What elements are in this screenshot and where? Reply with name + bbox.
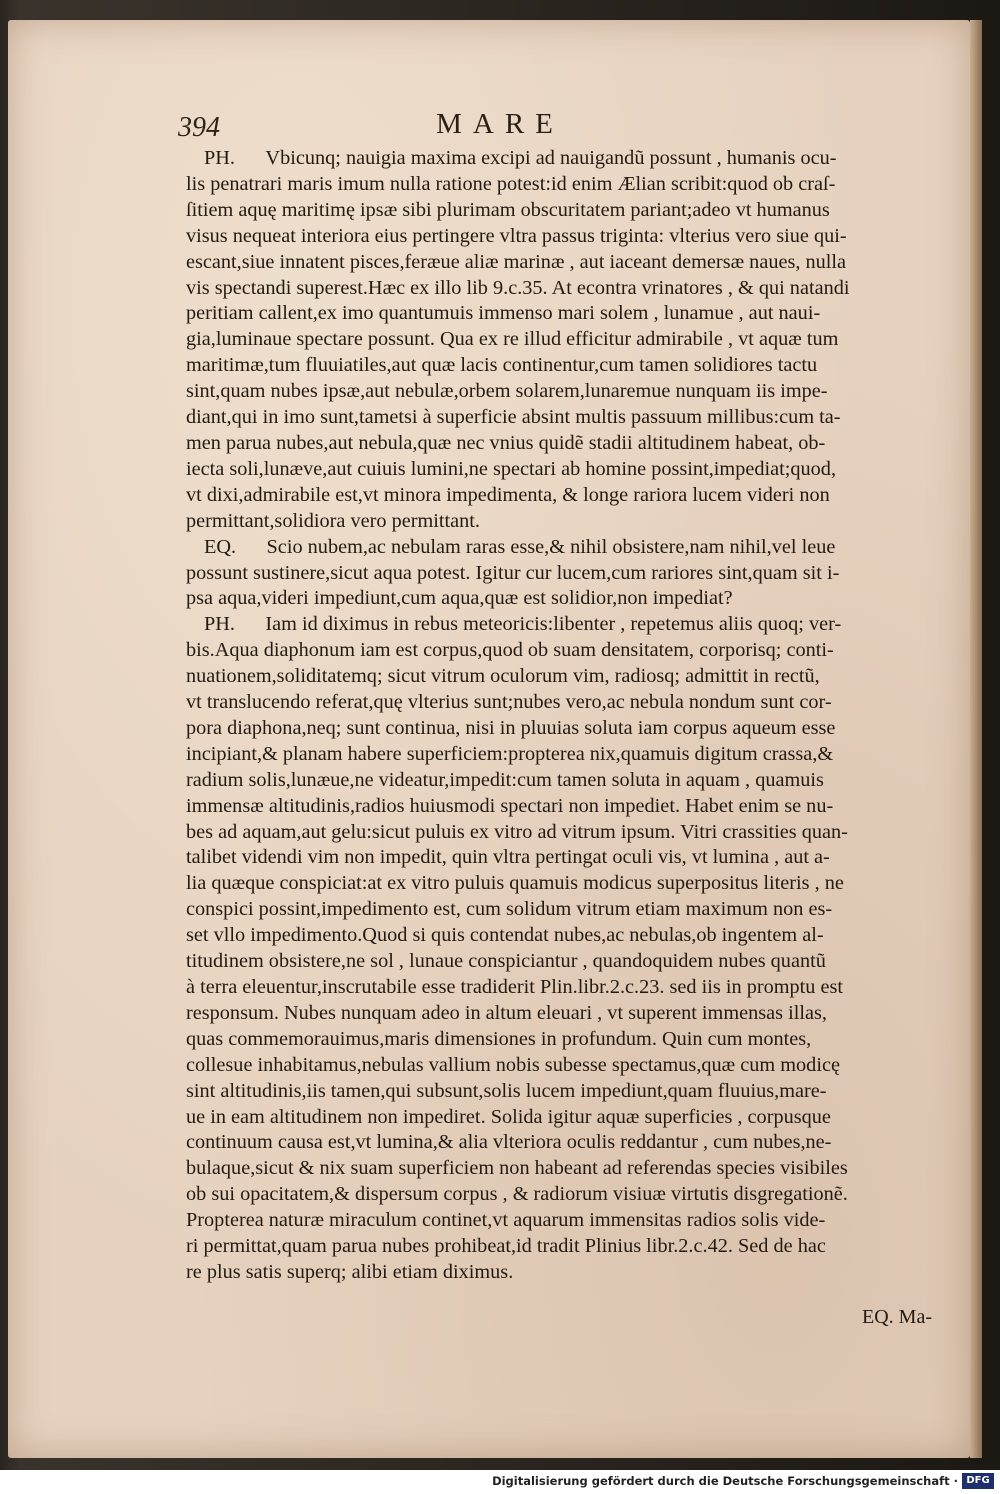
text-line bbox=[186, 146, 958, 172]
text-line: talibet videndi vim non impedit, quin vltra pertingat oculi vis, vt lumina , aut a- bbox=[186, 846, 830, 869]
speaker-label: EQ. bbox=[204, 535, 237, 558]
text-line: escant,siue innatent pisces,feræue aliæ marinæ , aut iaceant demersæ naues, nulla bbox=[186, 250, 847, 273]
speaker-label: PH. bbox=[204, 613, 235, 636]
text-line: titudinem obsistere,ne sol , lunaue conspiciantur , quandoquidem nubes quantũ bbox=[186, 950, 826, 973]
text-line: men parua nubes,aut nebula,quæ nec vnius quidẽ stadii altitudinem habeat, ob- bbox=[186, 431, 826, 454]
text-line: ue in eam altitudinem non impediret. Solida igitur aquæ superficies , corpusque bbox=[186, 1105, 831, 1128]
text-line: Propterea naturæ miraculum continet,vt aquarum immensitas radios solis vide- bbox=[186, 1209, 826, 1232]
text-line: bis.Aqua diaphonum iam est corpus,quod ob suam densitatem, corporisq; conti- bbox=[186, 639, 834, 662]
page-edge bbox=[970, 20, 982, 1458]
paragraph bbox=[186, 146, 958, 535]
text-line bbox=[186, 612, 958, 638]
text-line: bulaque,sicut & nix suam superficiem non habeant ad referendas species visibiles bbox=[186, 1157, 848, 1180]
text-line: conspici possint,impedimento est, cum solidum vitrum etiam maximum non es- bbox=[186, 898, 833, 921]
dfg-logo: DFG bbox=[962, 1473, 994, 1489]
text-line: à terra eleuentur,inscrutabile esse tradiderit Plin.libr.2.c.23. sed iis in promptu est bbox=[186, 976, 844, 998]
text-line: psa aqua,videri impediunt,cum aqua,quæ est solidior,non impediat? bbox=[186, 587, 733, 610]
text-line: visus nequeat interiora eius pertingere vltra passus triginta: vlterius vero siue qui- bbox=[186, 224, 847, 247]
line-text: Vbicunq; nauigia maxima excipi ad nauigandũ possunt , humanis ocu- bbox=[265, 147, 837, 169]
text-line: responsum. Nubes nunquam adeo in altum eleuari , vt superent immensas illas, bbox=[186, 1001, 827, 1024]
text-line: ſitiem aquę maritimę ipsæ sibi plurimam obscuritatem pariant;adeo vt humanus bbox=[186, 198, 830, 221]
text-line: vt dixi,admirabile est,vt minora impedimenta, & longe rariora lucem videri non bbox=[186, 483, 830, 506]
text-line: iecta soli,lunæve,aut cuiuis lumini,ne spectari ab homine possint,impediat;quod, bbox=[186, 457, 837, 480]
text-line: incipiant,& planam habere superficiem:propterea nix,quamuis digitum crassa,& bbox=[186, 742, 834, 765]
paragraph bbox=[186, 535, 958, 613]
page-number: 394 bbox=[178, 112, 220, 143]
text-line bbox=[186, 535, 958, 561]
text-line: radium solis,lunæue,ne videatur,impedit:cum tamen soluta in aquam , quamuis bbox=[186, 768, 824, 791]
line-text: Iam id diximus in rebus meteoricis:libenter , repetemus aliis quoq; ver- bbox=[265, 613, 842, 636]
running-head bbox=[0, 108, 1000, 144]
text-line: lia quæque conspiciat:at ex vitro puluis quamuis modicus superpositus literis , ne bbox=[186, 872, 844, 895]
paragraph bbox=[186, 612, 958, 1286]
catchword: EQ. Ma- bbox=[862, 1306, 932, 1328]
text-line: vis spectandi superest.Hæc ex illo lib 9.c.35. At econtra vrinatores , & qui natandi bbox=[186, 276, 850, 299]
text-line: bes ad aquam,aut gelu:sicut puluis ex vitro ad vitrum ipsum. Vitri crassities quan- bbox=[186, 820, 848, 843]
text-line: continuum causa est,vt lumina,& alia vlteriora oculis reddantur , cum nubes,ne- bbox=[186, 1131, 832, 1154]
text-line: ri permittat,quam parua nubes prohibeat,id tradit Plinius libr.2.c.42. Sed de hac bbox=[186, 1235, 826, 1258]
text-line: diant,qui in imo sunt,tametsi à superficie absint multis passuum millibus:cum ta- bbox=[186, 406, 841, 429]
running-title: MARE bbox=[436, 108, 564, 140]
text-line: re plus satis superq; alibi etiam diximus. bbox=[186, 1260, 514, 1283]
text-line: sint altitudinis,iis tamen,qui subsunt,solis lucem impediunt,quam fluuius,mare- bbox=[186, 1079, 827, 1102]
text-line: immensæ altitudinis,radios huiusmodi spectari non impediet. Habet enim se nu- bbox=[186, 794, 834, 817]
footer-bar bbox=[0, 1470, 1000, 1494]
text-line: ob sui opacitatem,& dispersum corpus , & radiorum visiuæ virtutis disgregationẽ. bbox=[186, 1183, 848, 1206]
text-line: gia,luminaue spectare possunt. Qua ex re illud efficitur admirabile , vt aquæ tum bbox=[186, 328, 839, 351]
text-line: maritimæ,tum fluuiatiles,aut quæ lacis continentur,cum tamen solidiores tactu bbox=[186, 354, 818, 377]
body-text bbox=[186, 146, 958, 1286]
text-line: possunt sustinere,sicut aqua potest. Igitur cur lucem,cum rariores sint,quam sit i- bbox=[186, 561, 840, 584]
text-line: collesue inhabitamus,nebulas vallium nobis subesse spectamus,quæ cum modicę bbox=[186, 1053, 840, 1076]
text-line: vt translucendo referat,quę vlterius sunt;nubes vero,ac nebula nondum sunt cor- bbox=[186, 691, 832, 714]
text-line: quas commemorauimus,maris dimensiones in profundum. Quin cum montes, bbox=[186, 1027, 812, 1050]
text-line: pora diaphona,neq; sunt continua, nisi in pluuias soluta iam corpus aqueum esse bbox=[186, 716, 836, 739]
speaker-label: PH. bbox=[204, 147, 235, 169]
text-line: sint,quam nubes ipsæ,aut nebulæ,orbem solarem,lunaremue nunquam iis impe- bbox=[186, 380, 828, 403]
text-line: set vllo impedimento.Quod si quis contendat nubes,ac nebulas,ob ingentem al- bbox=[186, 924, 824, 947]
text-line: peritiam callent,ex imo quantumuis immenso mari solem , lunamue , aut naui- bbox=[186, 302, 821, 325]
footer-credit: Digitalisierung gefördert durch die Deutsche Forschungsgemeinschaft · bbox=[492, 1474, 958, 1488]
text-line: lis penatrari maris imum nulla ratione potest:id enim Ælian scribit:quod ob craſ- bbox=[186, 172, 836, 195]
text-line: nuationem,soliditatemq; sicut vitrum oculorum vim, radiosq; admittit in rectũ, bbox=[186, 665, 820, 688]
text-line: permittant,solidiora vero permittant. bbox=[186, 509, 480, 532]
line-text: Scio nubem,ac nebulam raras esse,& nihil obsistere,nam nihil,vel leue bbox=[266, 535, 836, 558]
